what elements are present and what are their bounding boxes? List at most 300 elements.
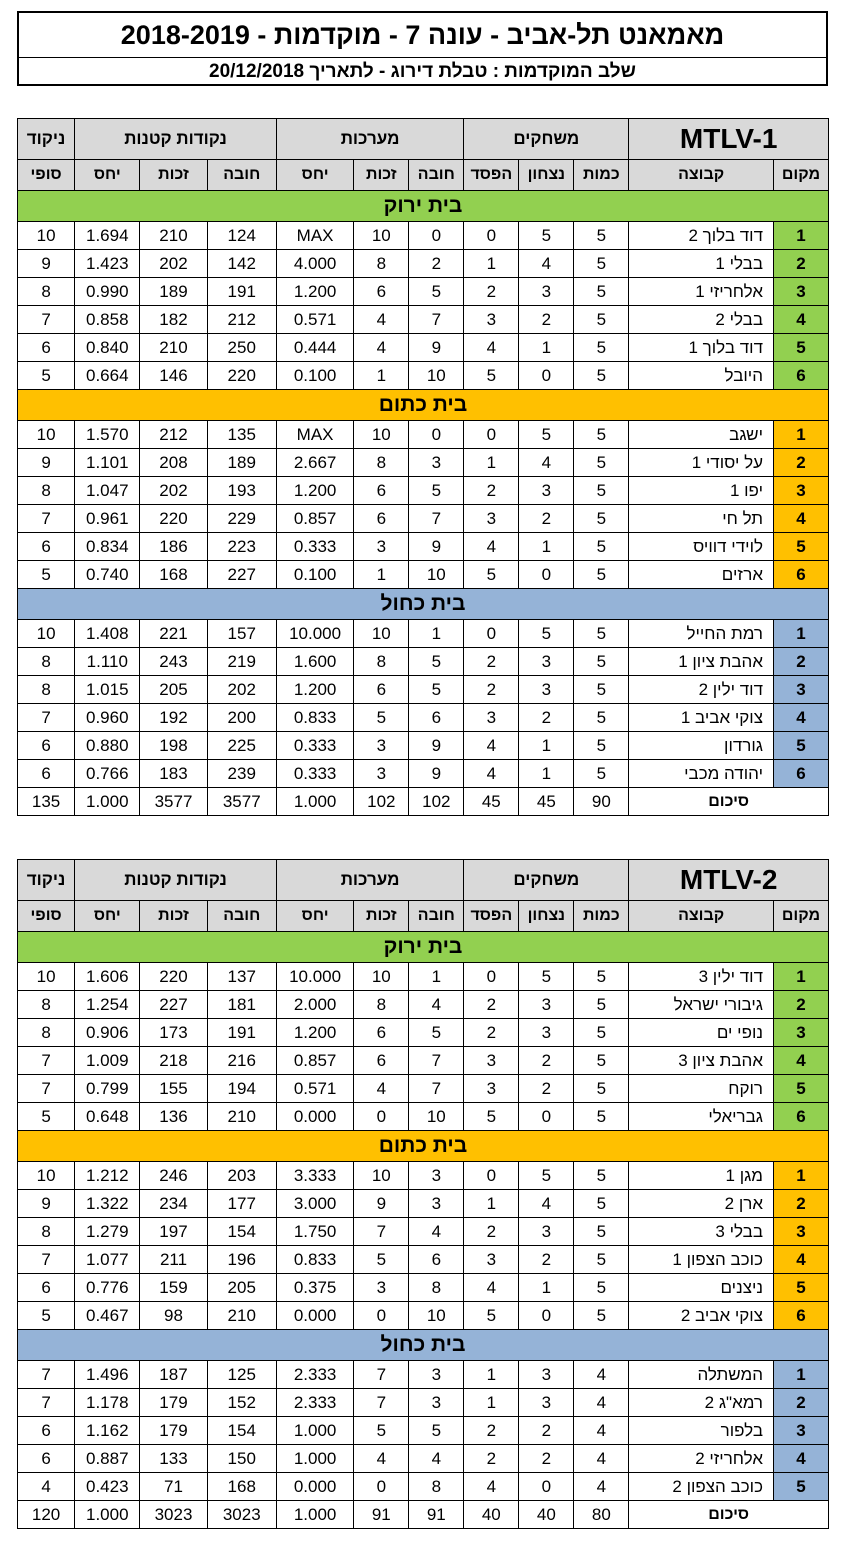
rank-cell: 4 [774,1246,829,1274]
pts-ratio-cell: 1.015 [75,676,140,704]
score-cell: 6 [18,1274,75,1302]
table-row [18,1302,829,1330]
total-pts-ratio: 1.000 [75,1501,140,1529]
pts-ratio-cell: 0.740 [75,561,140,589]
lost-cell: 3 [464,505,519,533]
played-cell: 5 [574,963,629,991]
sets-against-cell: 5 [354,1246,409,1274]
sets-against-cell: 1 [354,362,409,390]
won-cell: 3 [519,991,574,1019]
sets-against-cell: 0 [354,1473,409,1501]
header-games: משחקים [464,860,629,901]
pts-for-cell: 250 [207,334,276,362]
sets-ratio-cell: MAX [276,222,353,250]
pts-against-cell: 210 [140,334,207,362]
pts-for-cell: 227 [207,561,276,589]
header-won: נצחון [519,160,574,191]
won-cell: 5 [519,222,574,250]
header-for: חובה [409,160,464,191]
sets-ratio-cell: 10.000 [276,963,353,991]
rank-cell: 3 [774,676,829,704]
won-cell: 4 [519,250,574,278]
sets-for-cell: 7 [409,505,464,533]
score-cell: 8 [18,1019,75,1047]
group-header [18,1131,829,1162]
score-cell: 8 [18,278,75,306]
score-cell: 8 [18,648,75,676]
sets-for-cell: 10 [409,1103,464,1131]
table-row [18,963,829,991]
pts-against-cell: 189 [140,278,207,306]
sets-against-cell: 8 [354,250,409,278]
played-cell: 4 [574,1389,629,1417]
rank-cell: 5 [774,732,829,760]
rank-cell: 3 [774,278,829,306]
sets-against-cell: 4 [354,1445,409,1473]
won-cell: 3 [519,278,574,306]
won-cell: 2 [519,704,574,732]
lost-cell: 1 [464,1389,519,1417]
won-cell: 5 [519,421,574,449]
league-table-1 [17,118,829,816]
team-cell: בלפור [629,1417,774,1445]
pts-for-cell: 137 [207,963,276,991]
header-rank: מקום [774,901,829,932]
pts-against-cell: 71 [140,1473,207,1501]
pts-against-cell: 210 [140,222,207,250]
header-final: סופי [18,160,75,191]
played-cell: 5 [574,648,629,676]
played-cell: 5 [574,362,629,390]
sets-against-cell: 9 [354,1190,409,1218]
played-cell: 5 [574,1075,629,1103]
team-cell: דוד בלוך 2 [629,222,774,250]
header-row-columns [18,901,829,932]
pts-against-cell: 186 [140,533,207,561]
pts-against-cell: 146 [140,362,207,390]
sets-ratio-cell: 0.000 [276,1302,353,1330]
score-cell: 8 [18,1218,75,1246]
won-cell: 4 [519,449,574,477]
played-cell: 5 [574,704,629,732]
sets-against-cell: 10 [354,620,409,648]
score-cell: 7 [18,1047,75,1075]
team-cell: ארזים [629,561,774,589]
header-ratio: יחס [276,901,353,932]
played-cell: 5 [574,991,629,1019]
pts-ratio-cell: 1.423 [75,250,140,278]
sets-against-cell: 8 [354,991,409,1019]
won-cell: 2 [519,1075,574,1103]
header-team: קבוצה [629,160,774,191]
pts-ratio-cell: 1.322 [75,1190,140,1218]
sets-for-cell: 9 [409,732,464,760]
played-cell: 5 [574,1019,629,1047]
lost-cell: 0 [464,222,519,250]
sets-for-cell: 3 [409,1389,464,1417]
pts-ratio-cell: 0.858 [75,306,140,334]
table-row [18,278,829,306]
played-cell: 5 [574,1302,629,1330]
table-row [18,250,829,278]
rank-cell: 5 [774,1274,829,1302]
pts-ratio-cell: 1.694 [75,222,140,250]
sets-for-cell: 5 [409,278,464,306]
rank-cell: 4 [774,1047,829,1075]
table-row [18,1218,829,1246]
pts-for-cell: 229 [207,505,276,533]
won-cell: 3 [519,676,574,704]
team-cell: המשתלה [629,1361,774,1389]
played-cell: 5 [574,1047,629,1075]
lost-cell: 1 [464,1361,519,1389]
rank-cell: 2 [774,250,829,278]
table-row [18,676,829,704]
table-row [18,222,829,250]
rank-cell: 1 [774,421,829,449]
table-row [18,1075,829,1103]
pts-for-cell: 168 [207,1473,276,1501]
sets-ratio-cell: 1.600 [276,648,353,676]
sets-for-cell: 10 [409,362,464,390]
table-row [18,620,829,648]
sets-for-cell: 2 [409,250,464,278]
sets-ratio-cell: 1.750 [276,1218,353,1246]
sets-for-cell: 4 [409,1218,464,1246]
lost-cell: 4 [464,533,519,561]
sets-for-cell: 4 [409,1445,464,1473]
pts-ratio-cell: 0.776 [75,1274,140,1302]
sets-for-cell: 5 [409,648,464,676]
header-for: חובה [409,901,464,932]
pts-against-cell: 192 [140,704,207,732]
group-header [18,191,829,222]
score-cell: 7 [18,306,75,334]
score-cell: 6 [18,732,75,760]
sets-ratio-cell: 2.333 [276,1389,353,1417]
total-pts-ratio: 1.000 [75,788,140,816]
lost-cell: 5 [464,1302,519,1330]
rank-cell: 3 [774,1019,829,1047]
header-sets: מערכות [276,860,463,901]
table-row [18,1473,829,1501]
won-cell: 1 [519,1274,574,1302]
rank-cell: 3 [774,1417,829,1445]
total-label: סיכום [629,1501,829,1529]
sets-against-cell: 8 [354,648,409,676]
won-cell: 0 [519,362,574,390]
won-cell: 3 [519,1361,574,1389]
sets-for-cell: 5 [409,676,464,704]
lost-cell: 0 [464,1162,519,1190]
score-cell: 6 [18,533,75,561]
played-cell: 5 [574,732,629,760]
total-pts-against: 3023 [140,1501,207,1529]
sets-ratio-cell: 1.000 [276,1417,353,1445]
pts-against-cell: 208 [140,449,207,477]
header-ratio: יחס [75,901,140,932]
sets-against-cell: 10 [354,963,409,991]
won-cell: 3 [519,477,574,505]
total-sets-against: 91 [354,1501,409,1529]
sets-against-cell: 3 [354,533,409,561]
sets-against-cell: 0 [354,1103,409,1131]
sets-against-cell: 6 [354,505,409,533]
pts-for-cell: 152 [207,1389,276,1417]
header-against: זכות [354,160,409,191]
pts-ratio-cell: 1.212 [75,1162,140,1190]
sets-ratio-cell: 0.000 [276,1473,353,1501]
sets-ratio-cell: 1.200 [276,477,353,505]
score-cell: 8 [18,477,75,505]
sets-ratio-cell: 0.833 [276,1246,353,1274]
sets-against-cell: 4 [354,1075,409,1103]
sets-against-cell: 7 [354,1218,409,1246]
team-cell: אלחריזי 2 [629,1445,774,1473]
sets-against-cell: 6 [354,1019,409,1047]
team-cell: בבלי 1 [629,250,774,278]
score-cell: 7 [18,1389,75,1417]
played-cell: 4 [574,1361,629,1389]
team-cell: גיבורי ישראל [629,991,774,1019]
sets-ratio-cell: 10.000 [276,620,353,648]
team-cell: אלחריזי 1 [629,278,774,306]
score-cell: 5 [18,362,75,390]
score-cell: 5 [18,1103,75,1131]
rank-cell: 5 [774,1075,829,1103]
header-row-groups [18,119,829,160]
table-row [18,1417,829,1445]
table-row [18,704,829,732]
total-won: 40 [519,1501,574,1529]
score-cell: 9 [18,250,75,278]
played-cell: 5 [574,278,629,306]
header-against: זכות [140,901,207,932]
sets-against-cell: 4 [354,306,409,334]
won-cell: 5 [519,620,574,648]
pts-ratio-cell: 0.834 [75,533,140,561]
total-score: 135 [18,788,75,816]
pts-ratio-cell: 1.606 [75,963,140,991]
sets-ratio-cell: 4.000 [276,250,353,278]
lost-cell: 2 [464,648,519,676]
pts-for-cell: 219 [207,648,276,676]
sets-ratio-cell: 0.100 [276,561,353,589]
won-cell: 2 [519,306,574,334]
lost-cell: 0 [464,620,519,648]
lost-cell: 4 [464,1473,519,1501]
lost-cell: 4 [464,1274,519,1302]
pts-for-cell: 212 [207,306,276,334]
rank-cell: 2 [774,1389,829,1417]
header-ratio: יחס [276,160,353,191]
league-name: MTLV-2 [629,860,829,901]
lost-cell: 0 [464,963,519,991]
score-cell: 6 [18,1417,75,1445]
sets-for-cell: 5 [409,477,464,505]
pts-ratio-cell: 1.178 [75,1389,140,1417]
team-cell: רמת החייל [629,620,774,648]
sets-ratio-cell: 2.667 [276,449,353,477]
team-cell: יפו 1 [629,477,774,505]
sets-ratio-cell: 0.857 [276,1047,353,1075]
score-cell: 5 [18,561,75,589]
table-row [18,1190,829,1218]
sets-for-cell: 7 [409,1075,464,1103]
group-header [18,1330,829,1361]
header-score: ניקוד [18,119,75,160]
lost-cell: 0 [464,421,519,449]
lost-cell: 1 [464,449,519,477]
table-row [18,421,829,449]
lost-cell: 2 [464,991,519,1019]
won-cell: 3 [519,1218,574,1246]
rank-cell: 6 [774,362,829,390]
pts-for-cell: 124 [207,222,276,250]
table-row [18,449,829,477]
played-cell: 5 [574,477,629,505]
pts-against-cell: 221 [140,620,207,648]
total-label: סיכום [629,788,829,816]
score-cell: 8 [18,991,75,1019]
pts-against-cell: 202 [140,477,207,505]
pts-against-cell: 205 [140,676,207,704]
total-sets-against: 102 [354,788,409,816]
table-row [18,362,829,390]
pts-for-cell: 177 [207,1190,276,1218]
team-cell: אהבת ציון 1 [629,648,774,676]
pts-against-cell: 198 [140,732,207,760]
table-row [18,533,829,561]
sets-for-cell: 7 [409,1047,464,1075]
lost-cell: 5 [464,561,519,589]
pts-against-cell: 159 [140,1274,207,1302]
pts-ratio-cell: 0.960 [75,704,140,732]
title-box [17,11,828,86]
score-cell: 5 [18,1302,75,1330]
pts-for-cell: 205 [207,1274,276,1302]
pts-for-cell: 203 [207,1162,276,1190]
pts-ratio-cell: 1.162 [75,1417,140,1445]
rank-cell: 1 [774,963,829,991]
sets-ratio-cell: 0.000 [276,1103,353,1131]
header-lost: הפסד [464,160,519,191]
sets-ratio-cell: 2.333 [276,1361,353,1389]
table-row [18,306,829,334]
lost-cell: 2 [464,477,519,505]
league-table-2 [17,859,829,1529]
pts-against-cell: 218 [140,1047,207,1075]
won-cell: 2 [519,1445,574,1473]
header-points: נקודות קטנות [75,119,277,160]
sets-for-cell: 9 [409,533,464,561]
team-cell: ארן 2 [629,1190,774,1218]
sets-against-cell: 10 [354,421,409,449]
header-for: חובה [207,160,276,191]
won-cell: 1 [519,732,574,760]
sets-for-cell: 1 [409,620,464,648]
total-sets-for: 102 [409,788,464,816]
pts-ratio-cell: 0.467 [75,1302,140,1330]
total-played: 80 [574,1501,629,1529]
group-name: בית כתום [18,1131,829,1162]
sets-against-cell: 7 [354,1389,409,1417]
lost-cell: 3 [464,1047,519,1075]
header-lost: הפסד [464,901,519,932]
total-row [18,788,829,816]
team-cell: דוד ילין 3 [629,963,774,991]
score-cell: 7 [18,1361,75,1389]
team-cell: דוד ילין 2 [629,676,774,704]
table-row [18,1246,829,1274]
rank-cell: 6 [774,561,829,589]
sets-ratio-cell: 1.200 [276,1019,353,1047]
team-cell: תל חי [629,505,774,533]
sets-against-cell: 7 [354,1361,409,1389]
score-cell: 6 [18,1445,75,1473]
sets-for-cell: 3 [409,1361,464,1389]
sets-ratio-cell: MAX [276,421,353,449]
rank-cell: 2 [774,449,829,477]
pts-against-cell: 187 [140,1361,207,1389]
table-row [18,505,829,533]
won-cell: 5 [519,1162,574,1190]
pts-ratio-cell: 1.101 [75,449,140,477]
pts-against-cell: 234 [140,1190,207,1218]
pts-against-cell: 212 [140,421,207,449]
won-cell: 2 [519,1417,574,1445]
sets-ratio-cell: 0.333 [276,732,353,760]
won-cell: 3 [519,648,574,676]
group-name: בית ירוק [18,191,829,222]
group-name: בית כתום [18,390,829,421]
rank-cell: 1 [774,1361,829,1389]
team-cell: צוקי אביב 1 [629,704,774,732]
header-games: משחקים [464,119,629,160]
sets-for-cell: 8 [409,1473,464,1501]
lost-cell: 3 [464,704,519,732]
sets-against-cell: 4 [354,334,409,362]
pts-for-cell: 125 [207,1361,276,1389]
rank-cell: 4 [774,704,829,732]
sets-for-cell: 9 [409,760,464,788]
pts-for-cell: 142 [207,250,276,278]
played-cell: 5 [574,222,629,250]
played-cell: 5 [574,760,629,788]
pts-against-cell: 133 [140,1445,207,1473]
pts-for-cell: 223 [207,533,276,561]
team-cell: רוקח [629,1075,774,1103]
pts-ratio-cell: 0.648 [75,1103,140,1131]
rank-cell: 6 [774,1103,829,1131]
pts-ratio-cell: 0.887 [75,1445,140,1473]
group-header [18,932,829,963]
rank-cell: 1 [774,620,829,648]
header-row-columns [18,160,829,191]
header-row-groups [18,860,829,901]
pts-against-cell: 155 [140,1075,207,1103]
score-cell: 7 [18,1075,75,1103]
won-cell: 2 [519,1246,574,1274]
table-row [18,1103,829,1131]
table-row [18,1019,829,1047]
table-row [18,1162,829,1190]
table-row [18,1274,829,1302]
pts-for-cell: 157 [207,620,276,648]
won-cell: 5 [519,963,574,991]
sets-for-cell: 5 [409,1019,464,1047]
pts-for-cell: 135 [207,421,276,449]
